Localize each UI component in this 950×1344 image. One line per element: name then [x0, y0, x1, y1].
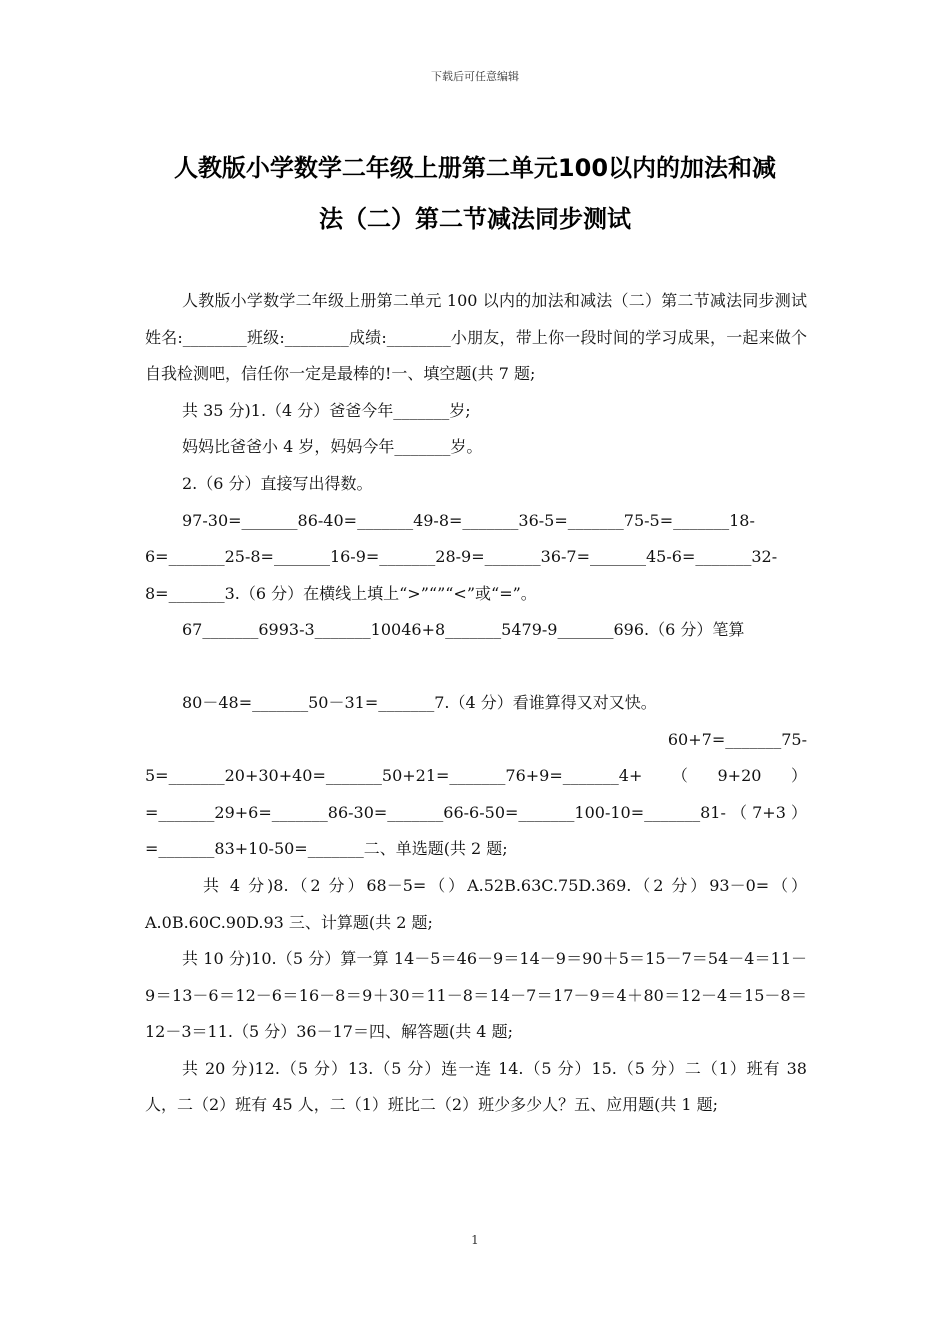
paragraph: 共 35 分)1.（4 分）爸爸今年_______岁;: [182, 400, 471, 420]
paragraph-right: 60+7=_______75-: [667, 729, 807, 749]
paragraph: 共 10 分)10.（5 分）算一算 14－5＝46－9＝14－9＝90＋5＝15－7＝54－4＝11－9＝13－6＝12－6＝16－8＝9＋30＝11－8＝14－7＝17－9＝4＋80＝12－4＝15－8＝12－3＝11.（5 分）36－17＝四、解答题(共 4 题;: [145, 949, 807, 1042]
paragraph: 共 4 分)8.（2 分）68－5=（）A.52B.63C.75D.369.（2 分）93－0=（）A.0B.60C.90D.93 三、计算题(共 2 题;: [145, 875, 807, 932]
paragraph: 妈妈比爸爸小 4 岁，妈妈今年_______岁。: [182, 437, 483, 457]
blank-line: [145, 649, 807, 685]
paragraph: 2.（6 分）直接写出得数。: [182, 473, 373, 493]
paragraph: 67_______6993-3_______10046+8_______5479-9_______696.（6 分）笔算: [182, 620, 745, 640]
paragraph: 5=_______20+30+40=_______50+21=_______76+9=_______4+（9+20）=_______29+6=_______86-30=_______66-6-50=_______100-10=_______81-（7+3）=_______83+10-50=_______二、单选题(共 2 题;: [145, 766, 808, 859]
paragraph: 97-30=_______86-40=_______49-8=_______36-5=_______75-5=_______18-6=_______25-8=_______16-9=_______28-9=_______36-7=_______45-6=_______32-8=_______3.（6 分）在横线上填上“>”“”“<”或“=”。: [145, 510, 778, 603]
document-body: [145, 283, 807, 1124]
intro-paragraph: 人教版小学数学二年级上册第二单元 100 以内的加法和减法（二）第二节减法同步测试姓名:________班级:________成绩:________小朋友，带上你一段时间的学习成果，一起来做个自我检测吧，信任你一定是最棒的!一、填空题(共 7 题;: [145, 291, 807, 384]
paragraph: 共 20 分)12.（5 分）13.（5 分）连一连 14.（5 分）15.（5 分）二（1）班有 38 人，二（2）班有 45 人，二（1）班比二（2）班少多少人？五、应用题(共 1 题;: [145, 1058, 807, 1115]
document-title-line-1: 人教版小学数学二年级上册第二单元100以内的加法和减: [173, 154, 777, 182]
paragraph: 80－48=_______50－31=_______7.（4 分）看谁算得又对又快。: [182, 692, 657, 712]
document-title-line-2: 法（二）第二节减法同步测试: [319, 205, 631, 233]
page-number: 1: [471, 1233, 479, 1247]
page-header: 下载后可任意编辑: [431, 70, 519, 83]
